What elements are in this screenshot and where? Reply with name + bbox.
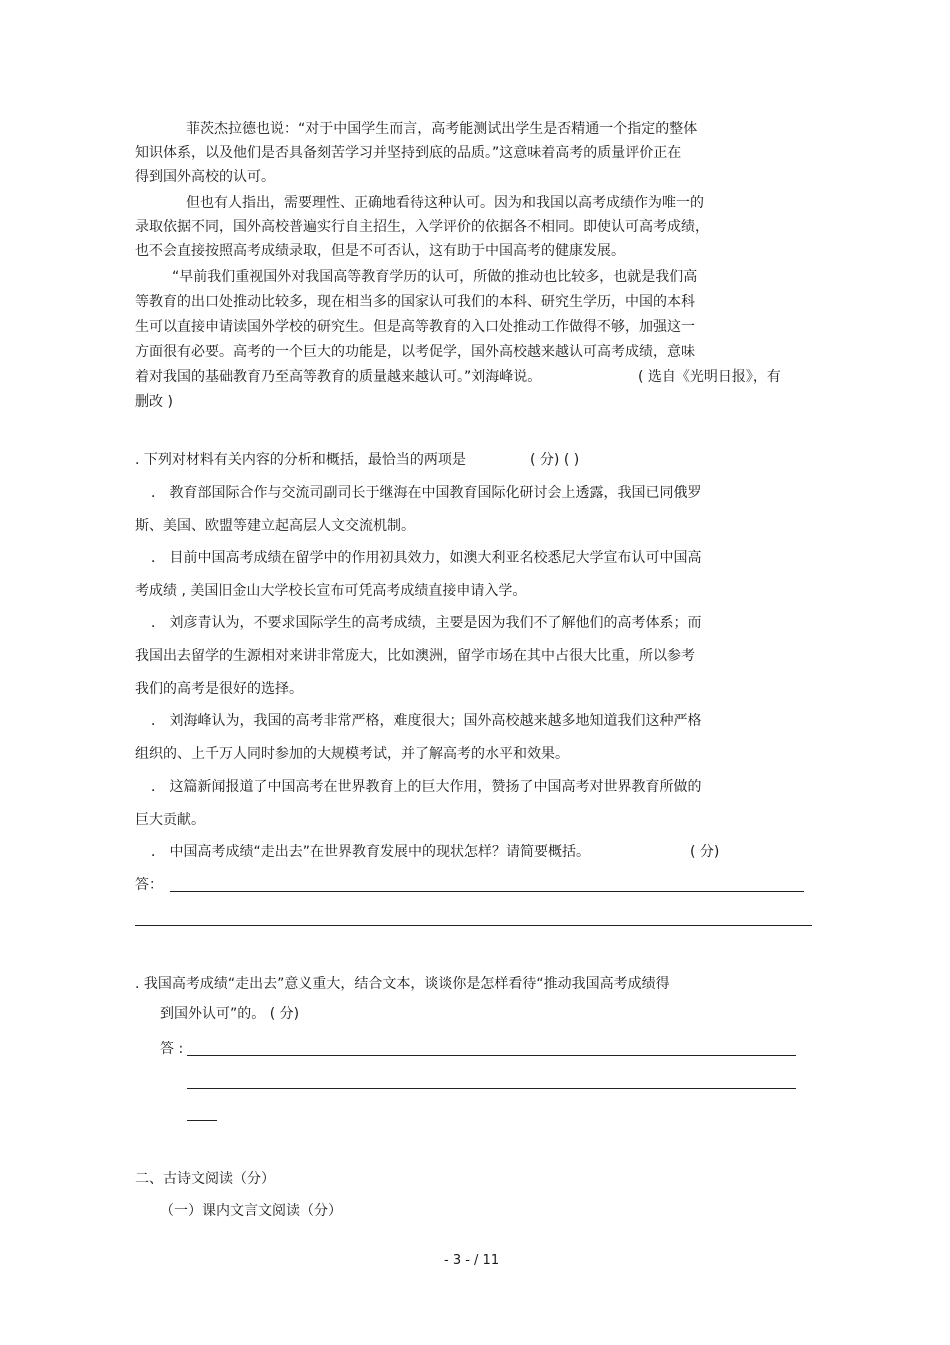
- q1-option-d: ． 刘海峰认为，我国的高考非常严格，难度很大；国外高校越来越多地知道我们这种严格: [151, 713, 702, 729]
- q2-score: ( 分): [690, 844, 720, 860]
- passage-line: 菲茨杰拉德也说：“对于中国学生而言，高考能测试出学生是否精通一个指定的整体: [186, 121, 698, 137]
- q2-stem: ． 中国高考成绩“走出去”在世界教育发展中的现状怎样？请简要概括。: [151, 844, 590, 860]
- q3-answer-line[interactable]: [187, 1055, 796, 1056]
- passage-line: 知识体系，以及他们是否具备刻苦学习并坚持到底的品质。”这意味着高考的质量评价正在: [135, 145, 682, 161]
- passage-line: “早前我们重视国外对我国高等教育学历的认可，所做的推动也比较多，也就是我们高: [172, 269, 698, 285]
- passage-line: 得到国外高校的认可。: [135, 169, 275, 185]
- passage-line: 也不会直接按照高考成绩录取，但是不可否认，这有助于中国高考的健康发展。: [135, 243, 625, 259]
- q2-answer-line[interactable]: [135, 925, 812, 926]
- page-number: - 3 - / 11: [444, 1253, 500, 1268]
- q1-option-d-cont: 组织的、上千万人同时参加的大规模考试，并了解高考的水平和效果。: [135, 746, 569, 762]
- passage-line: 录取依据不同，国外高校普遍实行自主招生，入学评价的依据各不相同。即使认可高考成绩，: [135, 219, 709, 235]
- q3-stem: . 我国高考成绩“走出去”意义重大，结合文本，谈谈你是怎样看待“推动我国高考成绩得: [135, 976, 670, 992]
- q1-option-c-cont: 我们的高考是很好的选择。: [135, 681, 303, 697]
- passage-line: 但也有人指出，需要理性、正确地看待这种认可。因为和我国以高考成绩作为唯一的: [186, 195, 704, 211]
- source-citation: ( 选自《光明日报》，有: [638, 369, 781, 385]
- q1-stem: . 下列对材料有关内容的分析和概括，最恰当的两项是: [135, 452, 466, 468]
- passage-line: 生可以直接申请读国外学校的研究生。但是高等教育的入口处推动工作做得不够，加强这一: [135, 319, 695, 335]
- passage-line: 着对我国的基础教育乃至高等教育的质量越来越认可。”刘海峰说。: [135, 369, 542, 385]
- passage-line: 等教育的出口处推动比较多，现在相当多的国家认可我们的本科、研究生学历，中国的本科: [135, 294, 695, 310]
- passage-line: 方面很有必要。高考的一个巨大的功能是，以考促学，国外高校越来越认可高考成绩，意味: [135, 344, 695, 360]
- q1-score: ( 分) ( ): [530, 452, 580, 468]
- q1-option-b-cont: 考成绩 , 美国旧金山大学校长宣布可凭高考成绩直接申请入学。: [135, 583, 527, 599]
- q2-answer-line[interactable]: [170, 891, 804, 892]
- q1-option-b: ． 目前中国高考成绩在留学中的作用初具效力，如澳大利亚名校悉尼大学宣布认可中国高: [151, 550, 702, 566]
- section-title: 二、古诗文阅读（分）: [135, 1171, 275, 1187]
- q3-answer-line[interactable]: [187, 1120, 217, 1121]
- q1-option-e-cont: 巨大贡献。: [135, 812, 205, 828]
- q1-option-a: ． 教育部国际合作与交流司副司长于继海在中国教育国际化研讨会上透露，我国已同俄罗: [151, 485, 702, 501]
- q2-answer-label: 答：: [135, 877, 163, 893]
- q3-stem-cont: 到国外认可”的。 ( 分): [160, 1006, 300, 1022]
- q3-answer-label: 答 :: [160, 1041, 184, 1057]
- q1-option-e: ． 这篇新闻报道了中国高考在世界教育上的巨大作用，赞扬了中国高考对世界教育所做的: [151, 779, 702, 795]
- q3-answer-line[interactable]: [187, 1088, 796, 1089]
- q1-option-c-cont: 我国出去留学的生源相对来讲非常庞大，比如澳洲，留学市场在其中占很大比重，所以参考: [135, 648, 695, 664]
- q1-option-a-cont: 斯、美国、欧盟等建立起高层人文交流机制。: [135, 518, 415, 534]
- source-citation-end: 删改 ): [135, 394, 173, 410]
- section-subtitle: （一）课内文言文阅读（分）: [160, 1203, 342, 1219]
- q1-option-c: ． 刘彦青认为，不要求国际学生的高考成绩，主要是因为我们不了解他们的高考体系；而: [151, 615, 702, 631]
